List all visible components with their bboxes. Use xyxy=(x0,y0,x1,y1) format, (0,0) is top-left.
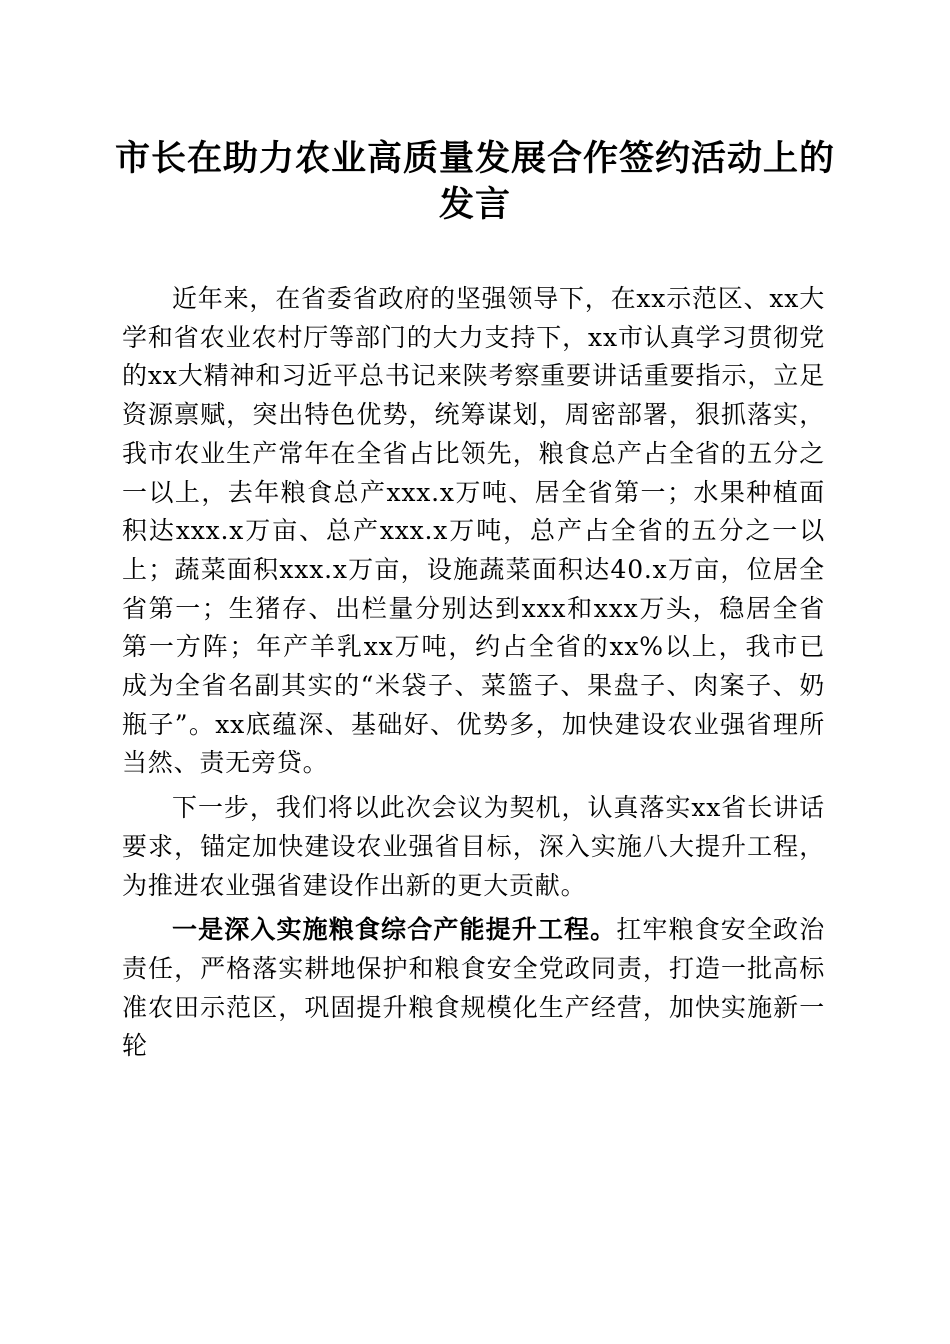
title-line-1: 市长在助力农业高质量发展合作签约活动上的 xyxy=(114,138,835,179)
title-line-2: 发言 xyxy=(438,184,511,225)
paragraph-next-steps xyxy=(122,789,825,905)
document-body xyxy=(122,280,825,1072)
paragraph-intro-text: 近年来，在省委省政府的坚强领导下，在xx示范区、xx大学和省农业农村厅等部门的大力支持下，xx市认真学习贯彻党的xx大精神和习近平总书记来陕考察重要讲话重要指示，立足资源禀赋，突出特色优势，统筹谋划，周密部署，狠抓落实，我市农业生产常年在全省占比领先，粮食总产占全省的五分之一以上，去年粮食总产xxx.x万吨、居全省第一；水果种植面积达xxx.x万亩、总产xxx.x万吨，总产占全省的五分之一以上；蔬菜面积xxx.x万亩，设施蔬菜面积达40.x万亩，位居全省第一；生猪存、出栏量分别达到xxx和xxx万头，稳居全省第一方阵；年产羊乳xx万吨，约占全省的xx%以上，我市已成为全省名副其实的“米袋子、菜篮子、果盘子、肉案子、奶瓶子”。xx底蕴深、基础好、优势多，加快建设农业强省理所当然、责无旁贷。 xyxy=(122,284,825,778)
paragraph-grain-project-heading: 一是深入实施粮食综合产能提升工程。 xyxy=(172,915,617,945)
document-title xyxy=(110,136,840,228)
paragraph-grain-project xyxy=(122,911,825,1066)
paragraph-next-steps-text: 下一步，我们将以此次会议为契机，认真落实xx省长讲话要求，锚定加快建设农业强省目标，深入实施八大提升工程，为推进农业强省建设作出新的更大贡献。 xyxy=(122,793,825,900)
paragraph-intro xyxy=(122,280,825,783)
paragraph-grain-project-text: 扛牢粮食安全政治责任，严格落实耕地保护和粮食安全党政同责，打造一批高标准农田示范区，巩固提升粮食规模化生产经营，加快实施新一轮 xyxy=(122,915,825,1061)
